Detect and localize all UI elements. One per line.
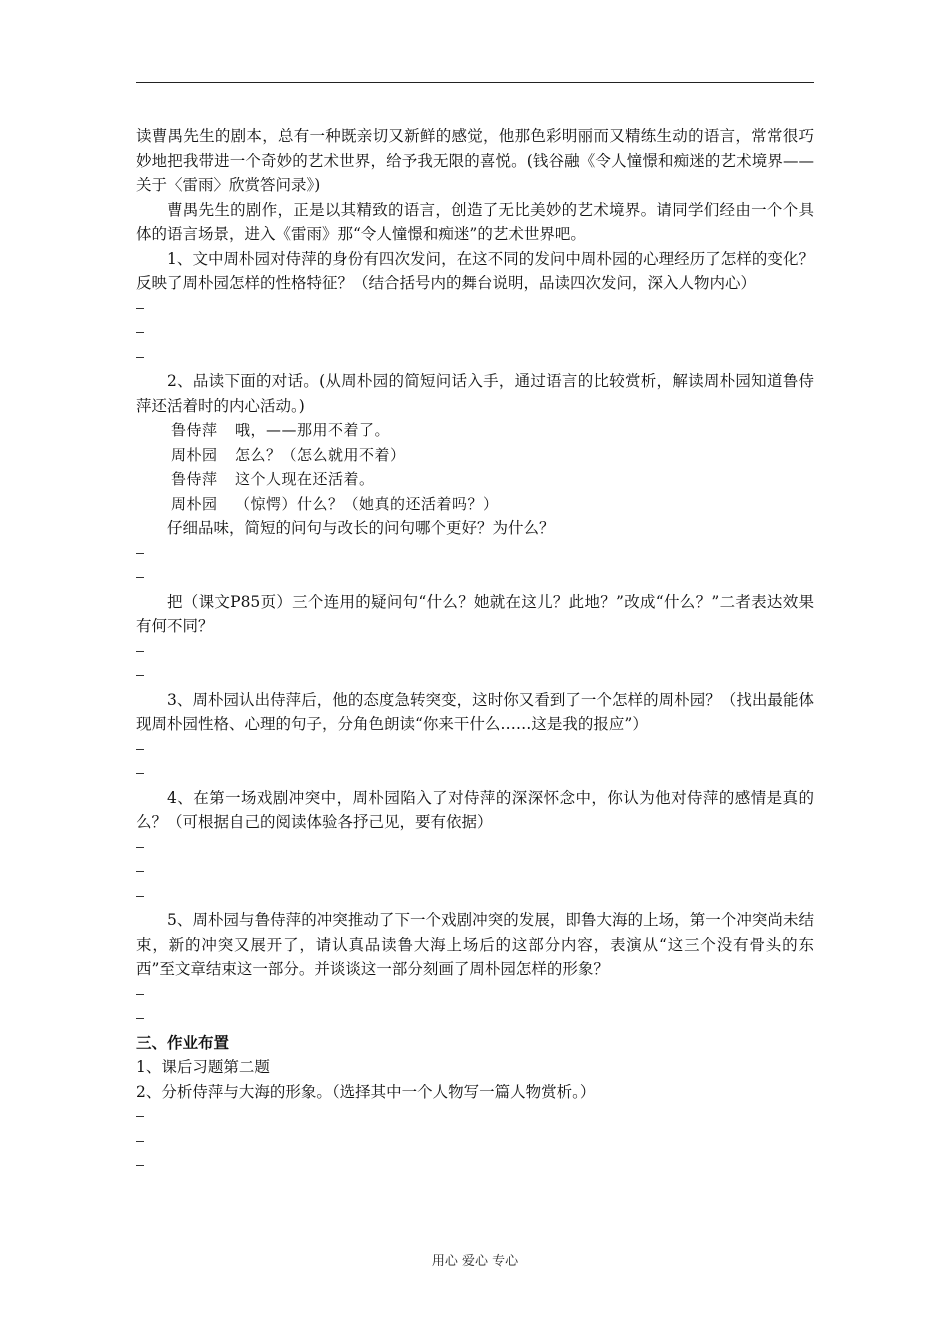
answer-blank[interactable] <box>136 1104 814 1129</box>
intro-paragraph: 曹禺先生的剧作，正是以其精致的语言，创造了无比美妙的艺术境界。请同学们经由一个个具体的语言场景，进入《雷雨》那“令人憧憬和痴迷”的艺术世界吧。 <box>136 200 814 243</box>
dialogue-text: （惊愕）什么？（她真的还活着吗？） <box>235 494 499 513</box>
answer-blank[interactable] <box>136 565 814 590</box>
dialogue-speaker: 周朴园 <box>171 494 218 513</box>
question-3: 3、周朴园认出侍萍后，他的态度急转突变，这时你又看到了一个怎样的周朴园？（找出最能体现周朴园性格、心理的句子，分角色朗读“你来干什么……这是我的报应”） <box>136 690 814 733</box>
homework-heading: 三、作业布置 <box>136 1033 230 1052</box>
answer-blank[interactable] <box>136 982 814 1007</box>
answer-blank[interactable] <box>136 1129 814 1154</box>
homework-item: 2、分析侍萍与大海的形象。（选择其中一个人物写一篇人物赏析。） <box>136 1082 596 1101</box>
homework-item: 1、课后习题第二题 <box>136 1058 270 1076</box>
answer-blank[interactable] <box>136 639 814 664</box>
answer-blank[interactable] <box>136 1006 814 1031</box>
question-1: 1、文中周朴园对侍萍的身份有四次发问，在这不同的发问中周朴园的心理经历了怎样的变化？反映了周朴园怎样的性格特征？（结合括号内的舞台说明，品读四次发问，深入人物内心） <box>136 249 814 292</box>
page-footer: 用心 爱心 专心 <box>431 1254 519 1269</box>
answer-blank[interactable] <box>136 737 814 762</box>
answer-blank[interactable] <box>136 1153 814 1178</box>
answer-blank[interactable] <box>136 859 814 884</box>
dialogue-speaker: 鲁侍萍 <box>171 421 218 439</box>
dialogue-line <box>136 467 814 492</box>
dialogue-speaker: 鲁侍萍 <box>171 470 218 488</box>
dialogue-line <box>136 418 814 443</box>
answer-blank[interactable] <box>136 835 814 860</box>
dialogue-speaker: 周朴园 <box>171 445 218 464</box>
answer-blank[interactable] <box>136 345 814 370</box>
question-2a: 仔细品味，简短的问句与改长的问句哪个更好？为什么？ <box>167 519 555 537</box>
dialogue-text: 哦，——那用不着了。 <box>235 421 391 439</box>
question-5: 5、周朴园与鲁侍萍的冲突推动了下一个戏剧冲突的发展，即鲁大海的上场，第一个冲突尚未结束，新的冲突又展开了，请认真品读鲁大海上场后的这部分内容，表演从“这三个没有骨头的东西”至文章结束这一部分。并谈谈这一部分刻画了周朴园怎样的形象？ <box>136 911 814 978</box>
dialogue-line <box>136 492 814 517</box>
dialogue-text: 这个人现在还活着。 <box>235 470 375 488</box>
dialogue-line <box>136 443 814 468</box>
answer-blank[interactable] <box>136 761 814 786</box>
answer-blank[interactable] <box>136 296 814 321</box>
header-rule <box>136 82 814 83</box>
question-2: 2、品读下面的对话。(从周朴园的简短问话入手，通过语言的比较赏析，解读周朴园知道鲁侍萍还活着时的内心活动。) <box>136 372 814 415</box>
document-body <box>136 124 814 1178</box>
answer-blank[interactable] <box>136 884 814 909</box>
answer-blank[interactable] <box>136 663 814 688</box>
dialogue-text: 怎么？（怎么就用不着） <box>235 445 406 464</box>
intro-quote: 读曹禺先生的剧本，总有一种既亲切又新鲜的感觉，他那色彩明丽而又精练生动的语言，常常很巧妙地把我带进一个奇妙的艺术世界，给予我无限的喜悦。(钱谷融《令人憧憬和痴迷的艺术境界——关于〈雷雨〉欣赏答问录》) <box>136 127 814 194</box>
question-4: 4、在第一场戏剧冲突中，周朴园陷入了对侍萍的深深怀念中，你认为他对侍萍的感情是真的么？（可根据自己的阅读体验各抒己见，要有依据） <box>136 788 814 831</box>
answer-blank[interactable] <box>136 541 814 566</box>
answer-blank[interactable] <box>136 320 814 345</box>
question-2b: 把（课文P85页）三个连用的疑问句“什么？她就在这儿？此地？”改成“什么？”二者表达效果有何不同？ <box>136 592 814 635</box>
